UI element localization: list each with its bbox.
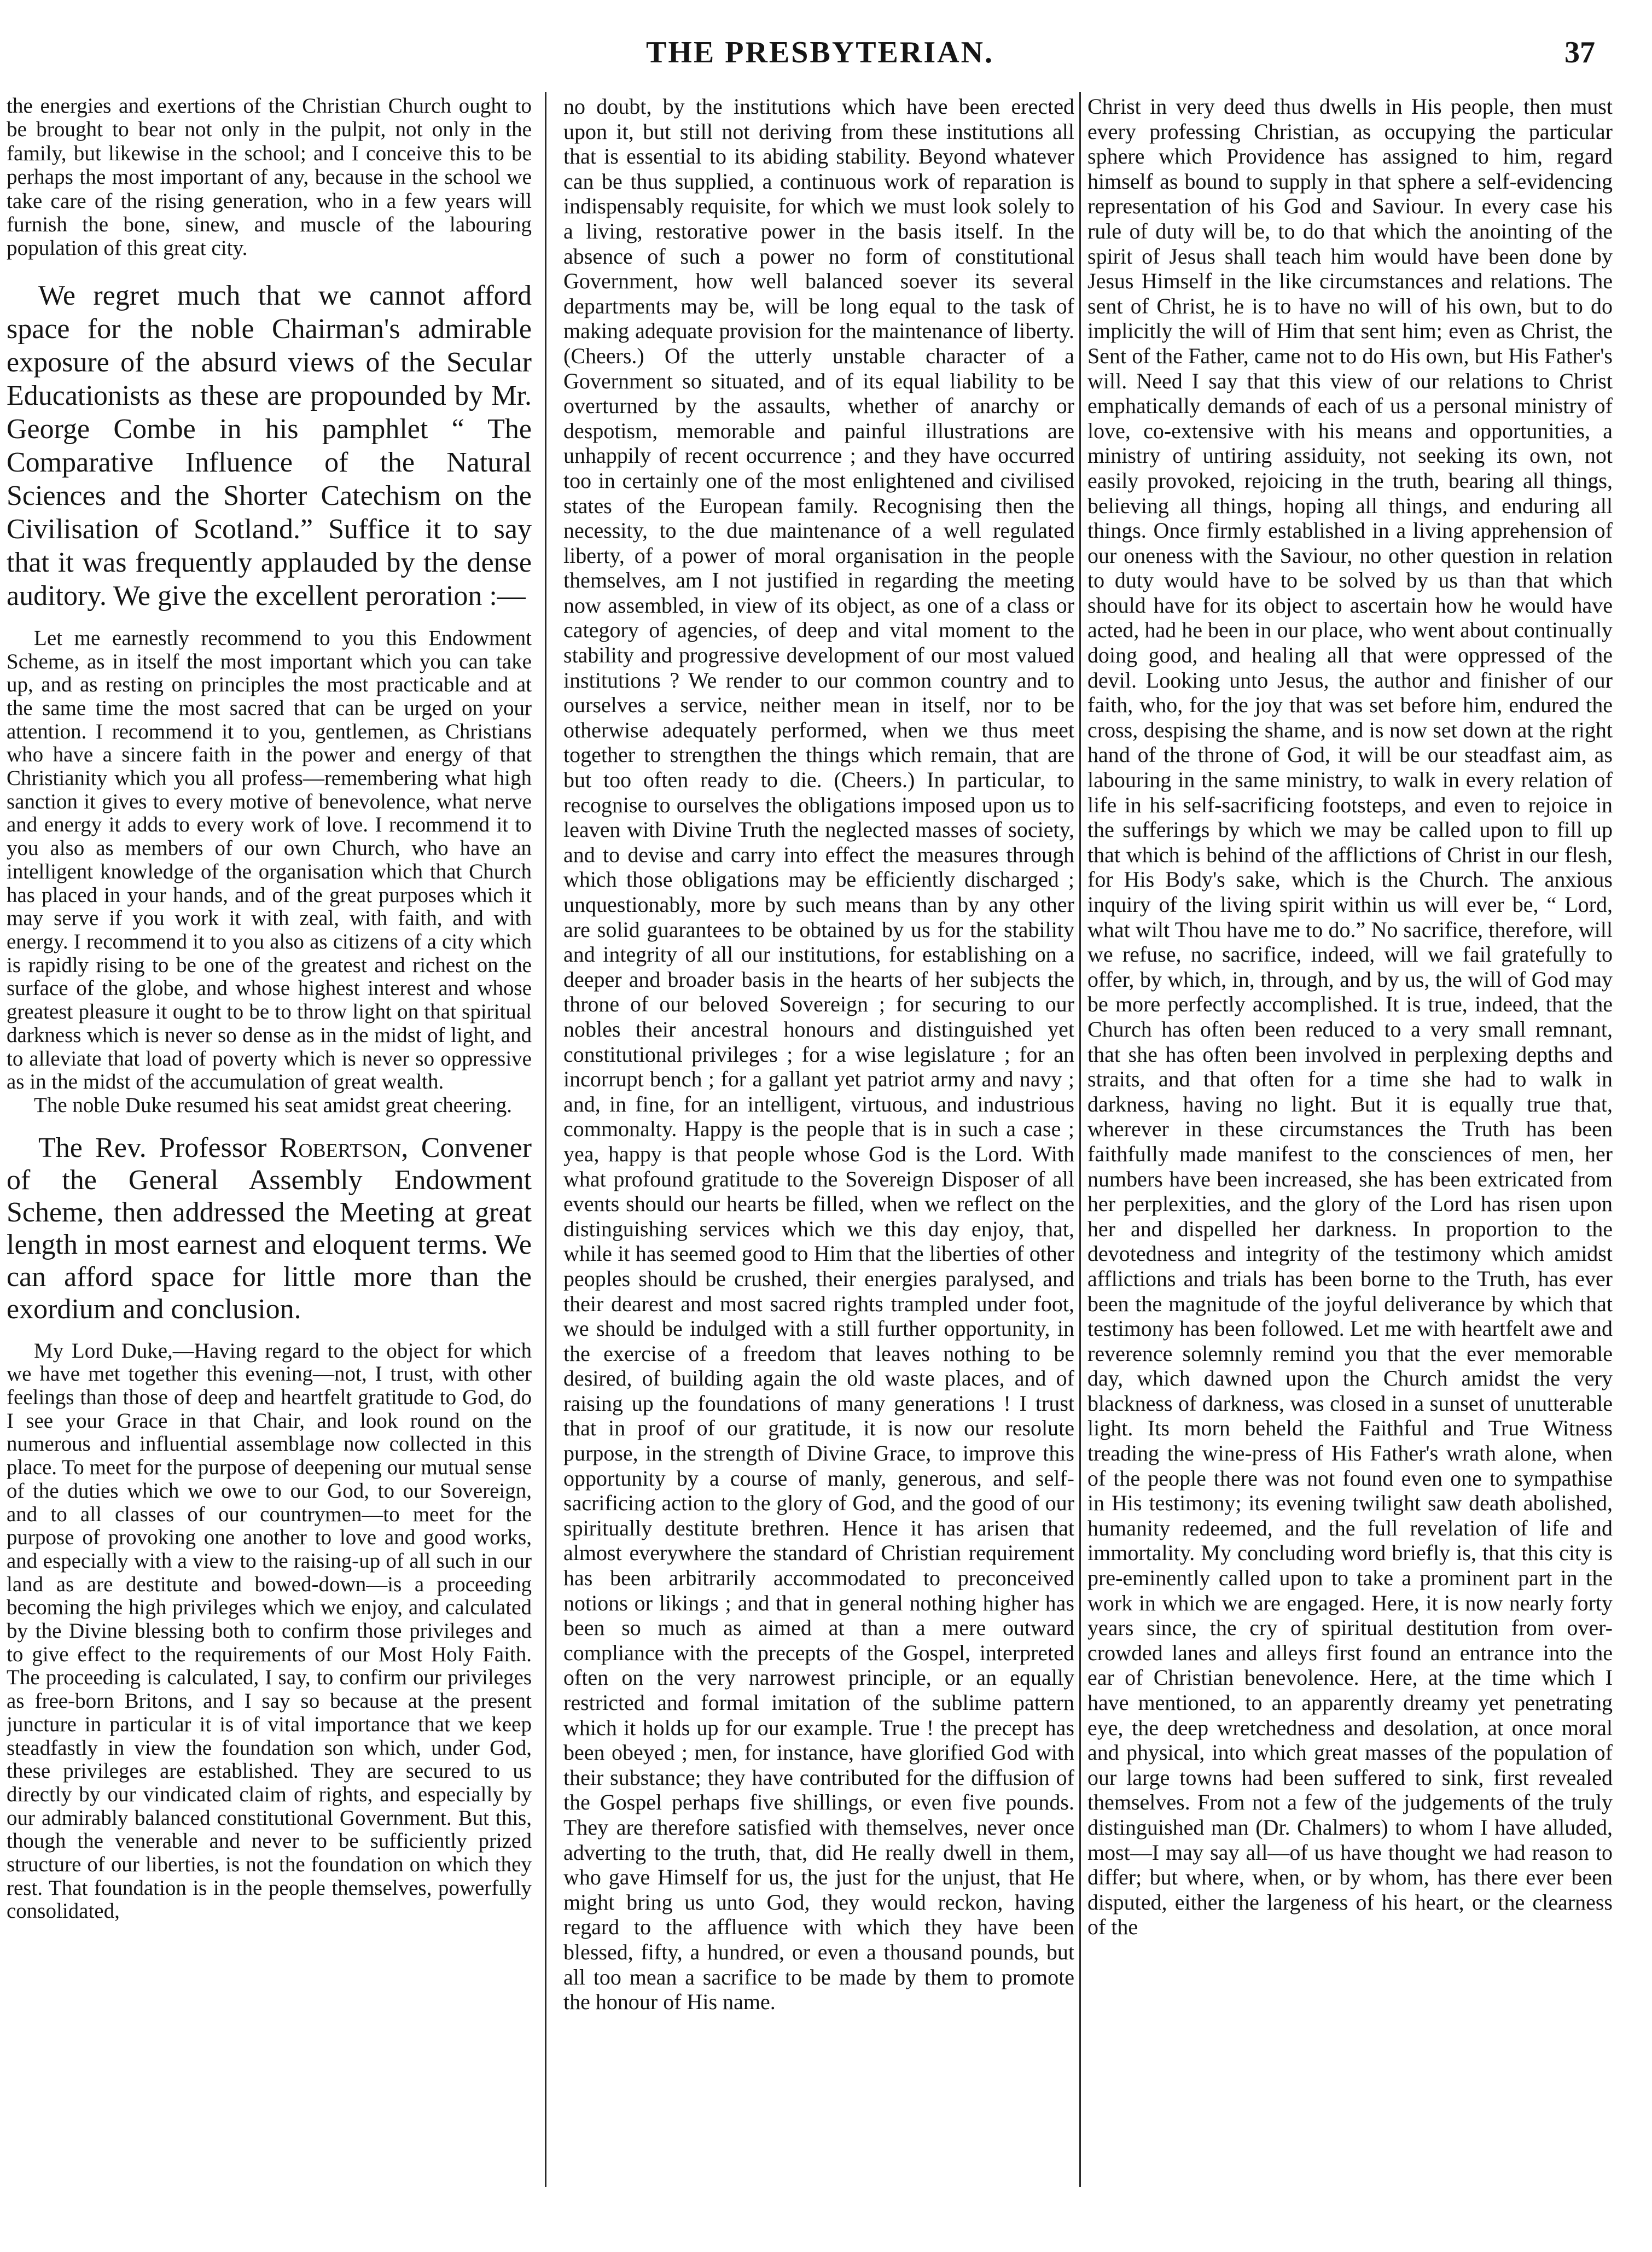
speaker-name: Robertson, xyxy=(279,1132,409,1163)
paragraph-energies: the energies and exertions of the Christian Church ought to be brought to bear not only in the pulpit, not only in the family, but likewise in the school; and I conceive this to be perhaps the most important of any, because in the school we take care of the rising generation, who in a few years will furnish the bone, sinew, and muscle of the labouring population of this great city. xyxy=(7,94,532,260)
intro-rest: Convener of the General Assembly Endowment Scheme, then addressed the Meeting at great length in most earnest and eloquent terms. We can afford space for little more than the exordium and conclusion. xyxy=(7,1132,532,1325)
paragraph-duke-resumed: The noble Duke resumed his seat amidst great cheering. xyxy=(34,1093,512,1117)
column-3 xyxy=(1087,94,1613,2195)
paragraph-peroration: Let me earnestly recommend to you this Endowment Scheme, as in itself the most important which you can take up, and as resting on principles the most practicable and at the same time the most sacred that can be urged on your attention. I recommend it to you, gentlemen, as Christians who have a sincere faith in the power and energy of that Christianity which you all profess—remembering what high sanction it gives to every motive of benevolence, what nerve and energy it adds to every work of love. I recommend it to you also as members of our own Church, who have an intelligent knowledge of the organisation which that Church has placed in your hands, and of the great purposes which it may serve if you work it with zeal, with faith, and with energy. I recommend it to you also as citizens of a city which is rapidly rising to be one of the greatest and richest on the surface of the globe, and whose highest interest and whose greatest pleasure it ought to be to throw light on that spiritual darkness which is never so dense as in the midst of light, and to alleviate that load of poverty which is never so oppressive as in the midst of the accumulation of great wealth. xyxy=(7,626,532,1094)
paragraph-editorial-note: We regret much that we cannot afford space for the noble Chairman's admirable exposure of the absurd views of the Secular Educationists as these are propounded by Mr. George Combe in his pamphlet “ The Comparative Influence of the Natural Sciences and the Shorter Catechism on the Civilisation of Scotland.” Suffice it to say that it was frequently applauded by the dense auditory. We give the excellent peroration :— xyxy=(7,280,532,612)
paragraph-institutions: no doubt, by the institutions which have been erected upon it, but still not deriving from these institutions all that is essential to its abiding stability. Beyond whatever can be thus supplied, a continuous work of reparation is indispensably requisite, for which we must look solely to a living, restorative power in the basis itself. In the absence of such a power no form of constitutional Government, how well balanced soever its several departments may be, will be long equal to the task of making adequate provision for the maintenance of liberty. (Cheers.) Of the utterly unstable character of a Government so situated, and of its equal liability to be overturned by the assaults, whether of anarchy or despotism, memorable and painful illustrations are unhappily of recent occurrence ; and they have occurred too in certainly one of the most enlightened and civilised states of the European family. Recognising then the necessity, to the due maintenance of a well regulated liberty, of a power of moral organisation in the people themselves, am I not justified in regarding the meeting now assembled, in view of its object, as one of a class or category of agencies, of deep and vital moment to the stability and progressive development of our most valued institutions ? We render to our common country and to ourselves a service, neither mean in itself, nor to be otherwise adequately performed, when we thus meet together to strengthen the things which remain, that are but too often ready to die. (Cheers.) In particular, to recognise to ourselves the obligations imposed upon us to leaven with Divine Truth the neglected masses of society, and to devise and carry into effect the measures through which those obligations may be efficiently discharged ; unquestionably, more by such means than by any other are solid guarantees to be obtained by us for the stability and integrity of all our institutions, for establishing on a deeper and broader basis in the hearts of her subjects the throne of our beloved Sovereign ; for securing to our nobles their ancestral honours and distinguished yet constitutional privileges ; for a wise legislature ; for an incorrupt bench ; for a gallant yet patriot army and navy ; and, in fine, for an intelligent, virtuous, and industrious commonalty. Happy is the people that is in such a case ; yea, happy is that people whose God is the Lord. With what profound gratitude to the Sovereign Disposer of all events should our hearts be filled, when we reflect on the distinguishing services which we this day enjoy, that, while it has seemed good to Him that the liberties of other peoples should be crushed, their energies paralysed, and their dearest and most sacred rights trampled under foot, we should be indulged with a still further opportunity, in the exercise of a freedom that leaves nothing to be desired, of building again the old waste places, and of raising up the foundations of many generations ! I trust that in proof of our gratitude, it is now our resolute purpose, in the strength of Divine Grace, to improve this opportunity by a course of manly, generous, and self-sacrificing action to the glory of God, and the good of our spiritually destitute brethren. Hence it has arisen that almost everywhere the standard of Christian requirement has been arbitrarily accommodated to preconceived notions or likings ; and that in general nothing higher has been so much as aimed at than a mere outward compliance with the precepts of the Gospel, interpreted often on the very narrowest principle, or an equally restricted and formal imitation of the sublime pattern which it holds up for our example. True ! the precept has been obeyed ; men, for instance, have glorified God with their substance; they have contributed for the diffusion of the Gospel perhaps five shillings, or even five pounds. They are therefore satisfied with themselves, never once adverting to the truth, that, did He really dwell in them, who gave Himself for us, the just for the unjust, that He might bring us unto God, they would reckon, having regard to the affluence with which they have been blessed, fifty, a hundred, or even a thousand pounds, but all too mean a sacrifice to be made by them to promote the honour of His name. xyxy=(563,94,1074,2015)
column-2 xyxy=(563,94,1074,2195)
column-rule-1 xyxy=(545,92,546,2187)
intro-prefix: The Rev. Professor xyxy=(38,1132,267,1163)
column-1 xyxy=(7,94,532,2195)
publication-title: THE PRESBYTERIAN. xyxy=(646,36,994,69)
paragraph-christ-dwells: Christ in very deed thus dwells in His people, then must every professing Christian, as occupying the particular sphere which Providence has assigned to him, regard himself as bound to supply in that sphere a self-evidencing representation of his God and Saviour. In every case his rule of duty will be, to do that which the anointing of the spirit of Jesus shall teach him would have been done by Jesus Himself in the like circumstances and relations. The sent of Christ, he is to have no will of his own, but to do implicitly the will of Him that sent him; even as Christ, the Sent of the Father, came not to do His own, but His Father's will. Need I say that this view of our relations to Christ emphatically demands of each of us a personal ministry of love, co-extensive with his means and opportunities, a ministry of untiring assiduity, not seeking its own, not easily provoked, rejoicing in the truth, bearing all things, believing all things, hoping all things, and enduring all things. Once firmly established in a living apprehension of our oneness with the Saviour, no other question in relation to duty would have to be solved by us than that which should have for its object to ascertain how he would have acted, had he been in our place, who went about continually doing good, and healing all that were oppressed of the devil. Looking unto Jesus, the author and finisher of our faith, who, for the joy that was set before him, endured the cross, despising the shame, and is now set down at the right hand of the throne of God, it will be our steadfast aim, as labouring in the same ministry, to walk in every relation of life in his self-sacrificing footsteps, and even to rejoice in the sufferings by which we may be called upon to fill up that which is behind of the afflictions of Christ in our flesh, for His Body's sake, which is the Church. The anxious inquiry of the living spirit within us will ever be, “ Lord, what wilt Thou have me to do.” No sacrifice, therefore, will we refuse, no sacrifice, indeed, will we fail gratefully to offer, by which, in, through, and by us, the will of God may be more perfectly accomplished. It is true, indeed, that the Church has often been reduced to a very small remnant, that she has often been involved in perplexing depths and straits, and that often for a time she had to walk in darkness, having no light. But it is equally true that, wherever in these circumstances the Truth has been faithfully made manifest to the consciences of men, her numbers have been increased, she has been extricated from her perplexities, and the glory of the Lord has risen upon her and dispelled her darkness. In proportion to the devotedness and integrity of the testimony which amidst afflictions and trials has been borne to the Truth, has ever been the magnitude of the joyful deliverance by which that testimony has been followed. Let me with heartfelt awe and reverence solemnly remind you that the ever memorable day, which dawned upon the Church amidst the very blackness of darkness, was closed in a sunset of unutterable light. Its morn beheld the Faithful and True Witness treading the wine-press of His Father's wrath alone, when of the people there was not found even one to sympathise in His testimony; its evening twilight saw death abolished, humanity redeemed, and the full revelation of life and immortality. My concluding word briefly is, that this city is pre-eminently called upon to take a prominent part in the work in which we are engaged. Here, it is now nearly forty years since, the cry of spiritual destitution from over-crowded lanes and alleys first found an entrance into the ear of Christian benevolence. Here, at the time which I have mentioned, to an apparently dreamy yet penetrating eye, the deep wretchedness and desolation, at once moral and physical, into which great masses of the population of our large towns had been suffered to sink, first revealed themselves. From not a few of the judgements of the truly distinguished man (Dr. Chalmers) to whom I have alluded, most—I may say all—of us have thought we had reason to differ; but where, when, or by whom, has there ever been disputed, either the largeness of his heart, or the clearness of the xyxy=(1087,94,1613,1940)
paragraph-robertson-intro xyxy=(7,1132,532,1325)
page-number: 37 xyxy=(1564,36,1595,69)
page-header xyxy=(0,35,1619,77)
paragraph-my-lord-duke: My Lord Duke,—Having regard to the object for which we have met together this evening—not, I trust, with other feelings than those of deep and heartfelt gratitude to God, do I see your Grace in that Chair, and look round on the numerous and influential assemblage now collected in this place. To meet for the purpose of deepening our mutual sense of the duties which we owe to our God, to our Sovereign, and to all classes of our countrymen—to meet for the purpose of provoking one another to love and good works, and especially with a view to the raising-up of all such in our land as are destitute and bowed-down—is a proceeding becoming the high privileges which we enjoy, and calculated by the Divine blessing both to confirm those privileges and to give effect to the requirements of our Most Holy Faith. The proceeding is calculated, I say, to confirm our privileges as free-born Britons, and I say so because at the present juncture in particular it is of vital importance that we keep steadfastly in view the foundation son which, under God, these privileges are established. They are secured to us directly by our vindicated claim of rights, and especially by our admirably balanced constitutional Government. But this, though the venerable and never to be sufficiently prized structure of our liberties, is not the foundation on which they rest. That foundation is in the people themselves, powerfully consolidated, xyxy=(7,1339,532,1923)
column-rule-2 xyxy=(1079,92,1081,2187)
